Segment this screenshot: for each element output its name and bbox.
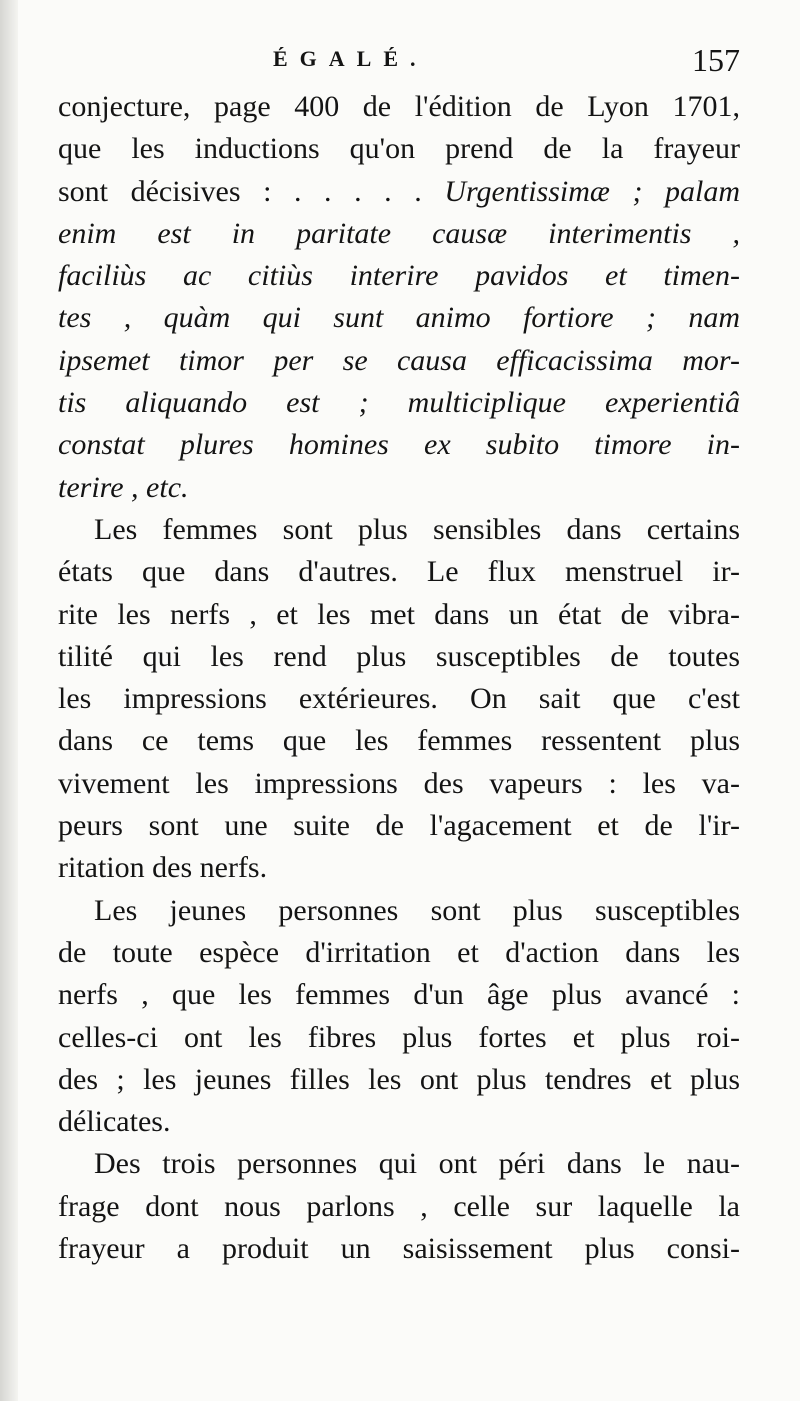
running-head: ÉGALÉ. <box>273 46 428 71</box>
latin-quote-line: terire , etc. <box>58 470 189 504</box>
latin-quote-start: Urgentissimæ ; palam <box>444 174 740 208</box>
text-line: celles-ci ont les fibres plus fortes et plus roi- <box>58 1020 740 1054</box>
text-line: que les inductions qu'on prend de la frayeur <box>58 132 740 166</box>
text-line: vivement les impressions des vapeurs : les va- <box>58 766 740 800</box>
latin-quote-line: tis aliquando est ; multiciplique experientiâ <box>58 386 740 420</box>
text-line: dans ce tems que les femmes ressentent plus <box>58 724 740 758</box>
latin-quote-line: faciliùs ac citiùs interire pavidos et timen- <box>58 259 740 293</box>
text-line: peurs sont une suite de l'agacement et de l'ir- <box>58 809 740 843</box>
text-line: états que dans d'autres. Le flux menstruel ir- <box>58 555 740 589</box>
text-line: rite les nerfs , et les met dans un état de vibra- <box>58 597 740 631</box>
latin-quote-line: enim est in paritate causæ interimentis , <box>58 216 740 250</box>
text-line: délicates. <box>58 1105 171 1139</box>
page-header <box>58 42 740 82</box>
page-number: 157 <box>692 42 740 78</box>
text-line: nerfs , que les femmes d'un âge plus avancé : <box>58 978 740 1012</box>
text-line: tilité qui les rend plus susceptibles de toutes <box>58 639 740 673</box>
text-line-mixed <box>58 171 740 213</box>
body-text <box>58 86 740 1270</box>
text-line: frayeur a produit un saisissement plus consi- <box>58 1232 740 1266</box>
latin-quote-line: constat plures homines ex subito timore in- <box>58 428 740 462</box>
text-line: ritation des nerfs. <box>58 851 268 885</box>
scan-edge-shadow <box>0 0 18 1401</box>
paragraph-first-line: Les jeunes personnes sont plus susceptibles <box>94 893 740 927</box>
text-segment: sont décisives : . . . . . <box>58 174 422 208</box>
paragraph-first-line: Les femmes sont plus sensibles dans certains <box>94 512 740 546</box>
latin-quote-line: ipsemet timor per se causa efficacissima mor- <box>58 343 740 377</box>
text-line: de toute espèce d'irritation et d'action dans les <box>58 935 740 969</box>
latin-quote-line: tes , quàm qui sunt animo fortiore ; nam <box>58 301 740 335</box>
paragraph-first-line: Des trois personnes qui ont péri dans le nau- <box>94 1147 740 1181</box>
text-line: les impressions extérieures. On sait que c'est <box>58 682 740 716</box>
text-line: conjecture, page 400 de l'édition de Lyon 1701, <box>58 90 740 123</box>
text-line: des ; les jeunes filles les ont plus tendres et plus <box>58 1062 740 1096</box>
text-line: frage dont nous parlons , celle sur laquelle la <box>58 1189 740 1223</box>
